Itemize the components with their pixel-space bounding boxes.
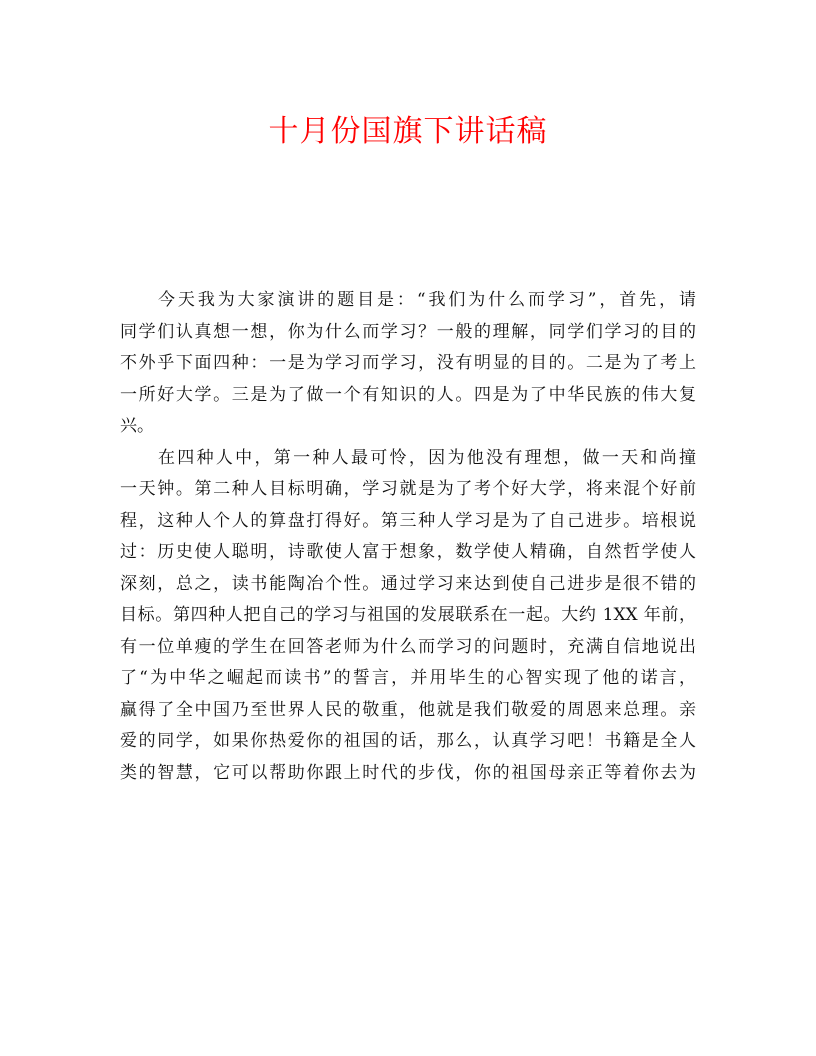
paragraph-1-line-5: 兴。 — [120, 416, 154, 436]
paragraph-1-line-1: 今天我为大家演讲的题目是：“我们为什么而学习”，首先，请 — [158, 290, 696, 310]
paragraph-1-line-3: 不外乎下面四种：一是为学习而学习，没有明显的目的。二是为了考上 — [120, 353, 696, 373]
paragraph-2-line-11: 类的智慧，它可以帮助你跟上时代的步伐，你的祖国母亲正等着你去为 — [120, 762, 696, 783]
paragraph-2-line-10: 爱的同学，如果你热爱你的祖国的话，那么，认真学习吧！书籍是全人 — [120, 731, 696, 751]
paragraph-2-line-8: 了“为中华之崛起而读书”的誓言，并用毕生的心智实现了他的诺言， — [120, 668, 696, 688]
paragraph-2-line-7: 有一位单瘦的学生在回答老师为什么而学习的问题时，充满自信地说出 — [120, 636, 696, 657]
paragraph-2-line-3: 程，这种人个人的算盘打得好。第三种人学习是为了自己进步。培根说 — [120, 510, 696, 531]
document-body — [120, 285, 696, 789]
paragraph-2-line-2: 一天钟。第二种人目标明确，学习就是为了考个好大学，将来混个好前 — [120, 479, 696, 499]
paragraph-2-line-9: 赢得了全中国乃至世界人民的敬重，他就是我们敬爱的周恩来总理。亲 — [120, 699, 696, 720]
paragraph-2-line-6: 目标。第四种人把自己的学习与祖国的发展联系在一起。大约 1XX 年前， — [120, 605, 696, 625]
document-title: 十月份国旗下讲话稿 — [268, 114, 548, 149]
paragraph-2-line-1: 在四种人中，第一种人最可怜，因为他没有理想，做一天和尚撞 — [158, 447, 696, 468]
paragraph-2-line-4: 过：历史使人聪明，诗歌使人富于想象，数学使人精确，自然哲学使人 — [120, 542, 696, 562]
paragraph-1-line-4: 一所好大学。三是为了做一个有知识的人。四是为了中华民族的伟大复 — [120, 384, 696, 405]
paragraph-2-line-5: 深刻，总之，读书能陶冶个性。通过学习来达到使自己进步是很不错的 — [120, 573, 696, 594]
paragraph-1-line-2: 同学们认真想一想，你为什么而学习？一般的理解，同学们学习的目的 — [120, 321, 696, 342]
